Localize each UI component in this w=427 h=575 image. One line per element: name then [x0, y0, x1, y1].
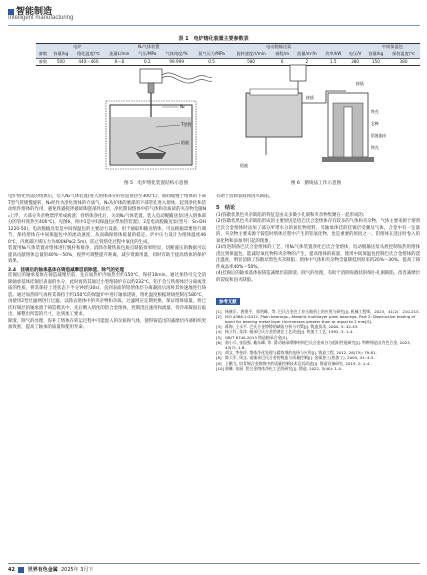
conclusion-item: (4)挂锡后的轴承基体按铸造减摩层前除渣、除气的处理，有助于消除弥散状的细小孔洞缺陷，改善减摩层的裂纹和因夹缺陷。 — [216, 271, 420, 284]
reference-item: [10] 曲琳, 张丽. 铝合金熔体净化工艺的研究[J]. 铸造, 2022, 3(40): 1-4. — [216, 365, 343, 371]
figure-6 — [236, 63, 396, 177]
fig6-label-4: 铁壳 — [371, 109, 379, 114]
table-group-header: 中间保温包 — [365, 44, 420, 51]
table-cell: 0.5 — [193, 58, 231, 66]
conclusion-item: (1)弥散状黑色夹杂缺陷的特征是由众多微小孔洞和夹杂物集聚在一起形成的； — [216, 212, 368, 218]
table-caption: 表 1 电炉熔化装置主要参数表 — [178, 36, 249, 42]
reference-item: [7] 胡文, 李金玲. 熔体净化处理与精炼剂的选择与应用[J]. 铸造工程, 2012, 28(75): 79-81. — [216, 350, 377, 356]
table-group-header: 电动脱输送泵 — [193, 44, 365, 51]
left-column — [8, 194, 206, 556]
table-cell: 150 — [365, 58, 387, 66]
table-cell: 380 — [345, 58, 364, 66]
fig5-caption: 图 5 电炉熔化装置结构示意图 — [123, 181, 189, 186]
reference-item: [4] 杨立红, 张涛. 轴承巴氏合金的浇注工艺改进[J]. 热加工工艺, 1992, 3: 1-4. — [216, 329, 354, 335]
table-cell: 2 — [293, 58, 322, 66]
reference-item: [1] 杨康乐，唐建平，郭剑峰，等. 巴氏合金在工业压缩机上的应用与研究[J]. 机械工程师，2023，41(2)：210-215. — [216, 308, 420, 314]
table-group-header: 电炉 — [50, 44, 105, 51]
paragraph: 除渣、除气的处理，弥补了熔体在转运过程中可能混入的杂质和气体，使得铸造出的减摩层内部组织更加致密，提高了轴承的质量和使用寿命。 — [8, 318, 206, 331]
fig6-caption: 图 6 搪铸法工作示意图 — [290, 181, 342, 186]
header-rule — [8, 25, 420, 26]
table-col-header: 容量/kg — [50, 51, 72, 58]
fig6-label-2: 接插 — [306, 95, 314, 100]
table-col-header: 流量L/min — [105, 51, 134, 58]
fig5-label-tube: T型管 — [181, 122, 192, 127]
table-col-header: 氮气压力/MPa — [193, 51, 231, 58]
footer — [8, 566, 93, 573]
paragraph: 有助于消除裂纹和因夹缺陷。 — [216, 194, 274, 199]
table-cell: 0.2 — [134, 58, 161, 66]
issue-date: 2025年 3月下 — [60, 567, 94, 573]
table-cell: 580 — [230, 58, 271, 66]
table-col-header: 容量/kg — [365, 51, 387, 58]
paragraph: 电炉熔化所需的熔体后，装入N₂气体装置(进入熔体部分的管道预热至300℃)，期间缓慢于熔体的下部T型气管缓慢旋转，N₂经作为净化熔体的介质气，N₂从炉体的底部的下部管孔进入熔体，起到净化和活动组件熔体的作用，避免铁器搅拌破碎陶瓷部件涂层，净化期间熔体中的气体和杂质碎的夹杂物会随N₂上浮，大部分夹杂物漂浮形成液渣；待熔体净化后，关闭N₂气体装置，装入电动脱输送泵(进入熔体部分的管杆预热至400℃)，见图6，将中1是中间保温包(带加热装置)，2是电动脱输送泵(型号：Sn-DH1220-50)。电动脱输送泵是中间保温包的主要动力设备，用于抽取和输送熔体，可以根据需要进行调节，保持熔体在中间保温包中的流动速度，从而确保熔体质量的稳定。炉中压力设计为熔体温度460℃，内底部区域压力为400kPa(2.5m)，防止铁熔化过程中氧化的生成。 — [8, 194, 206, 245]
table-cell: 380 — [387, 58, 420, 66]
casting-diagram — [236, 63, 396, 177]
table-group-header — [36, 44, 50, 51]
table-col-header: 参数 — [36, 51, 50, 58]
table-cell: 440～460 — [72, 58, 105, 66]
fig5-label-n2: N₂ — [180, 104, 185, 109]
fig6-label-6: 铝液流向 — [371, 133, 387, 138]
conclusion-item: (2)弥散状黑色夹杂缺陷形成的主要原因是铝巴氏合金熔体存有较多的气体和夹杂物，气体主要来源于熔剂巴氏合金熔体时添加了部分所带水分的氧化物原料，另轴承体挂的挂锡层受潮及气体，合金中有一定量的，夹杂物主要来源于铸造时熔体过程中产生的铝氧化物、也是重要的原因之一，铝熔体在浇注时卷入的氧化物和添加剂引起的现象。 — [216, 219, 420, 244]
table-col-header: 保持温度/℃ — [387, 51, 420, 58]
references-heading: 参考文献 — [216, 298, 240, 305]
reference-item: [5] GB/T 8740-2013 铸造轴承合金[S]. — [216, 334, 289, 340]
paragraph: 装置用N₂气体装置对熔体进行脱杆和排净，消除杂散铁质包质点缺陷效果明显，切断液压的数据可以提高贡献熔体总量的40%～50%，搅拌可调整提升距离，减少资源用量，同时有助于提高熔体的保护效果。 — [8, 246, 206, 265]
table-col-header: 功率/kW — [321, 51, 345, 58]
section-subtitle: Intelligent manufacturing — [8, 15, 74, 21]
reference-item: [3] 蒋海, 王永平. 巴氏合金熔铸的缺陷分析与对策[J]. 铸造技术, 2000, 5: 42-43. — [216, 324, 359, 330]
square-bullet-icon — [8, 9, 14, 15]
fig5-label-melt: 铝液 — [181, 140, 189, 145]
table-col-header: 气体纯度/% — [161, 51, 193, 58]
table-col-header: 气压/MPa — [134, 51, 161, 58]
table-cell: 参数 — [36, 58, 50, 66]
right-column — [216, 194, 420, 556]
footer-rule — [8, 563, 420, 564]
page-number: 42 — [8, 567, 15, 573]
conclusion-item: (3)改进制备巴氏合金熔体的工艺，用N₂气体装置净化巴氏合金熔体，电动脱输送泵从底控制加热的熔体浇注到保温包，能减轻氧化物和夹杂物的产生，提高熔体的质量，使用中间保温包控制巴氏合金熔体的浇注温度，明显消除了弥散状黑色夹杂缺陷；熔体中气体和夹杂物含量降低到原来的20%～30%，提高了铸件成品率40%～50%。 — [216, 245, 420, 270]
table-cell: 1.5 — [321, 58, 345, 66]
table-col-header: 电压/V — [345, 51, 364, 58]
furnace-diagram — [96, 67, 216, 175]
fig6-label-1: 铝液 — [240, 163, 248, 168]
section-title-text: 智能制造 — [16, 7, 53, 17]
table-cell: 6 — [272, 58, 293, 66]
fig6-label-5: 芯棒 — [371, 121, 379, 126]
paragraph: 挂锡后的轴承基体在铸造减摩层前，先在加热炉内加热至约150℃，保持10min，通过加热可完全消除轴承基体挂锡层表面的水分，此时再将其通过小型熔铸炉在以约232℃，铝不会与铁熔体层分离或变质的性质，将其保持上述状态下半分钟(约30s)，直到表面的铝熔体层分离凝固后再将其快速地进行铸造。通过加热除气再将其保持于约150℃的保温炉中进行轴承浇铸，熔化温度根据现场控制在580℃，再使用2型过滤网进行过滤，以除去熔体中的夹杂物和杂质。过滤网应定期更换，保证熔体质量。将已挂好锡层的轴承置于铸造模具中，先后倒入熔化的铝合金熔体，控制浇注速度和流量，待冷却凝固后取出，修整出所需的尺寸，达到加工要求。 — [8, 273, 206, 318]
figure-5 — [96, 67, 216, 175]
subsection-heading: 2.4 挂锡后的轴承基体在铸造减摩层前除渣、除气的处理 — [8, 268, 124, 274]
reference-item: [8] 陈大军, 周文. 谈轴承巴氏合金的铸造与质量控制[J]. 金属加工(热加工), 2005, 41: 4-5. — [216, 355, 375, 361]
table-cell: 6～8 — [105, 58, 134, 66]
table-cell: 500 — [50, 58, 72, 66]
reference-item: [2] ISO 4386-2:2012. Plain bearings—Metallic multilayer plain bearings. Part 2: Destructive testing of bond for bearing metal layer thicknesses greater than or equal to 2 mm[S]. — [216, 313, 416, 324]
table-col-header: 流量/m³/h — [293, 51, 322, 58]
section-heading: 5 结论 — [216, 204, 236, 211]
table-col-header: 扬程/m — [272, 51, 293, 58]
reference-item: [6] 郭小兵, 张国强, 戴东峰, 等. 滑动轴承摩擦材料巴氏合金成分与组织性能研究[J]. 特种铸造及有色合金, 2023, 43(7): 1-8. — [216, 339, 411, 350]
journal-name: 世界有色金属 — [27, 567, 58, 573]
table-col-header: 旋转速度/r/min — [230, 51, 271, 58]
fig6-label-3: 接插 — [356, 81, 364, 86]
square-bullet-icon — [18, 567, 24, 573]
reference-item: [9] 王鹏飞. 铅青铜合金熔炼中的质量控制技术及其改进[J]. 铸造设备研究, 2019, 2: 1-4. — [216, 360, 371, 366]
table-col-header: 熔化温度/℃ — [72, 51, 105, 58]
table-cell: 99.999 — [161, 58, 193, 66]
table-group-header: N₂气体装置 — [105, 44, 193, 51]
fig6-label-7: 铁壳 — [371, 145, 379, 150]
